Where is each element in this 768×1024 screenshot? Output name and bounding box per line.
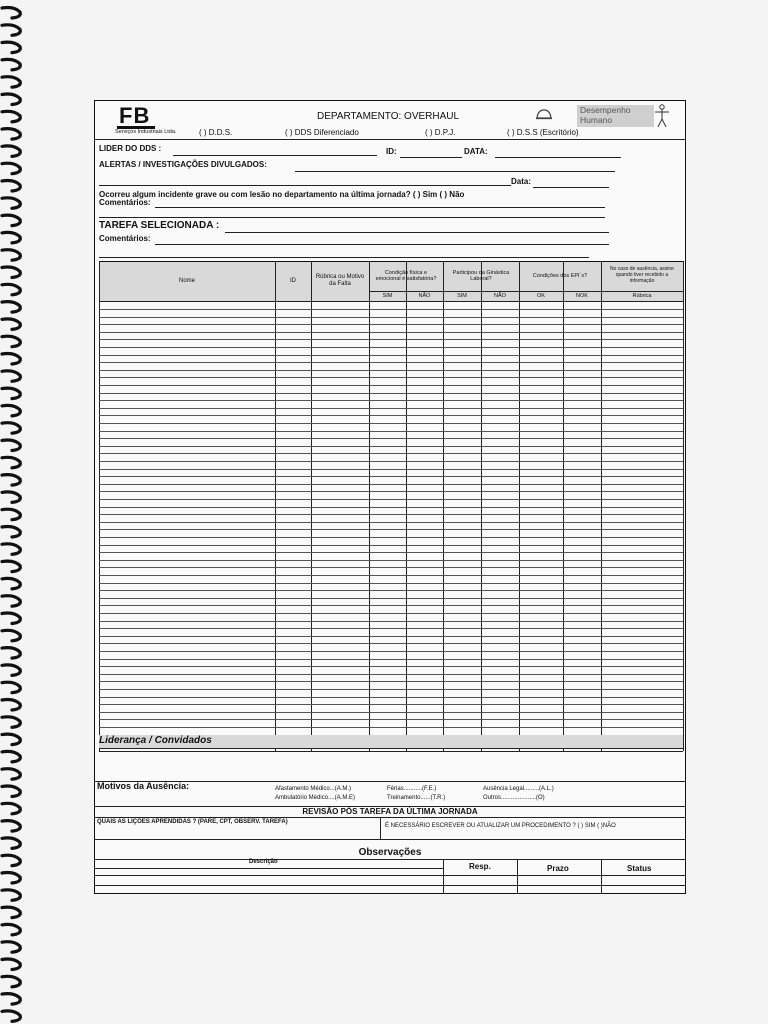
col-id-header: ID	[290, 277, 296, 284]
lideranca-convidados-label: Liderança / Convidados	[99, 735, 212, 746]
spiral-binding	[0, 0, 30, 1024]
obs-status-header: Status	[627, 864, 652, 873]
option-dss-escritorio[interactable]: ( ) D.S.S (Escritório)	[507, 128, 579, 137]
lider-input-line[interactable]	[173, 155, 377, 156]
comentarios2-label: Comentários:	[99, 234, 151, 243]
sub-ok: OK	[537, 292, 545, 299]
procedimento-question: É NECESSÁRIO ESCREVER OU ATUALIZAR UM PROCEDIMENTO ? ( ) SIM ( )NÃO	[385, 823, 616, 829]
option-dds[interactable]: ( ) D.D.S.	[199, 128, 233, 137]
sub-nok: NOK	[576, 292, 588, 299]
alertas-input-line[interactable]	[295, 171, 615, 172]
data2-input-line[interactable]	[533, 187, 609, 188]
lider-label: LIDER DO DDS :	[99, 144, 162, 153]
motivo-al: Ausência Legal.........(A.L.)	[483, 786, 554, 792]
option-dpj[interactable]: ( ) D.P.J.	[425, 128, 456, 137]
sub-sim-1: SIM	[382, 292, 393, 299]
attendance-table	[99, 261, 683, 751]
sub-nao-1: NÃO	[418, 292, 431, 299]
col-ausencia-header: No caso de ausência, assine quando tiver recebido a informação	[610, 266, 674, 284]
licoes-question: QUAIS AS LIÇÕES APRENDIDAS ? (PARE, CPT, OBSERV. TAREFA)	[97, 819, 288, 825]
sub-rubrica: Rúbrica	[632, 292, 652, 299]
form-sheet	[94, 100, 686, 894]
col-nome-header: Nome	[178, 277, 195, 284]
comentarios2-input-line[interactable]	[155, 244, 609, 245]
obs-descricao-header: Descrição	[249, 859, 278, 865]
obs-prazo-header: Prazo	[547, 864, 569, 873]
id-label: ID:	[386, 147, 397, 156]
alertas-label: ALERTAS / INVESTIGAÇÕES DIVULGADOS:	[99, 160, 267, 169]
motivo-fe: Férias...........(F.E.)	[387, 786, 437, 792]
col-condicao-header: Condição física e emocional é satisfatória?	[375, 269, 437, 282]
id-input-line[interactable]	[400, 157, 462, 158]
tarefa-input-line[interactable]	[225, 232, 609, 233]
observacoes-title: Observações	[358, 847, 422, 858]
helmet-icon	[536, 107, 552, 119]
human-figure-icon	[655, 104, 669, 128]
comentarios-input-line[interactable]	[155, 207, 605, 208]
data2-label: Data:	[511, 177, 532, 186]
brand-desempenho-humano: Desempenho Humano	[577, 105, 654, 127]
revisao-title: REVISÃO PÓS TAREFA DA ÚLTIMA JORNADA	[302, 807, 478, 816]
motivo-tr: Treinamento......(T.R.)	[387, 795, 446, 801]
sub-nao-2: NÃO	[494, 292, 506, 299]
data-input-line[interactable]	[495, 157, 621, 158]
sub-sim-2: SIM	[457, 292, 467, 299]
obs-resp-header: Resp.	[469, 862, 491, 871]
incidente-question: Ocorreu algum incidente grave ou com lesão no departamento na última jornada? ( ) Sim ( ) Não	[99, 190, 465, 199]
data-label: DATA:	[464, 147, 488, 156]
company-subtitle: Serviços Industriais Ltda.	[115, 129, 177, 135]
motivos-title: Motivos da Ausência:	[97, 781, 190, 791]
motivo-am: Afastamento Médico...(A.M.)	[275, 786, 352, 792]
comentarios-label: Comentários:	[99, 198, 151, 207]
option-dds-diferenciado[interactable]: ( ) DDS Diferenciado	[285, 128, 359, 137]
motivo-o: Outros.....................(O)	[483, 795, 545, 801]
col-epis-header: Condições dos EPI´s?	[532, 272, 588, 279]
department-title: DEPARTAMENTO: OVERHAUL	[317, 111, 460, 122]
motivo-ame: Ambulatório Médico....(A.M.E)	[275, 795, 356, 801]
company-logo: FB	[119, 103, 151, 128]
col-ginastica-header: Participou da Ginástica Laboral?	[452, 269, 510, 282]
tarefa-label: TAREFA SELECIONADA :	[99, 220, 220, 231]
col-rubrica-header: Rúbrica ou Motivo da Falta	[315, 274, 365, 287]
